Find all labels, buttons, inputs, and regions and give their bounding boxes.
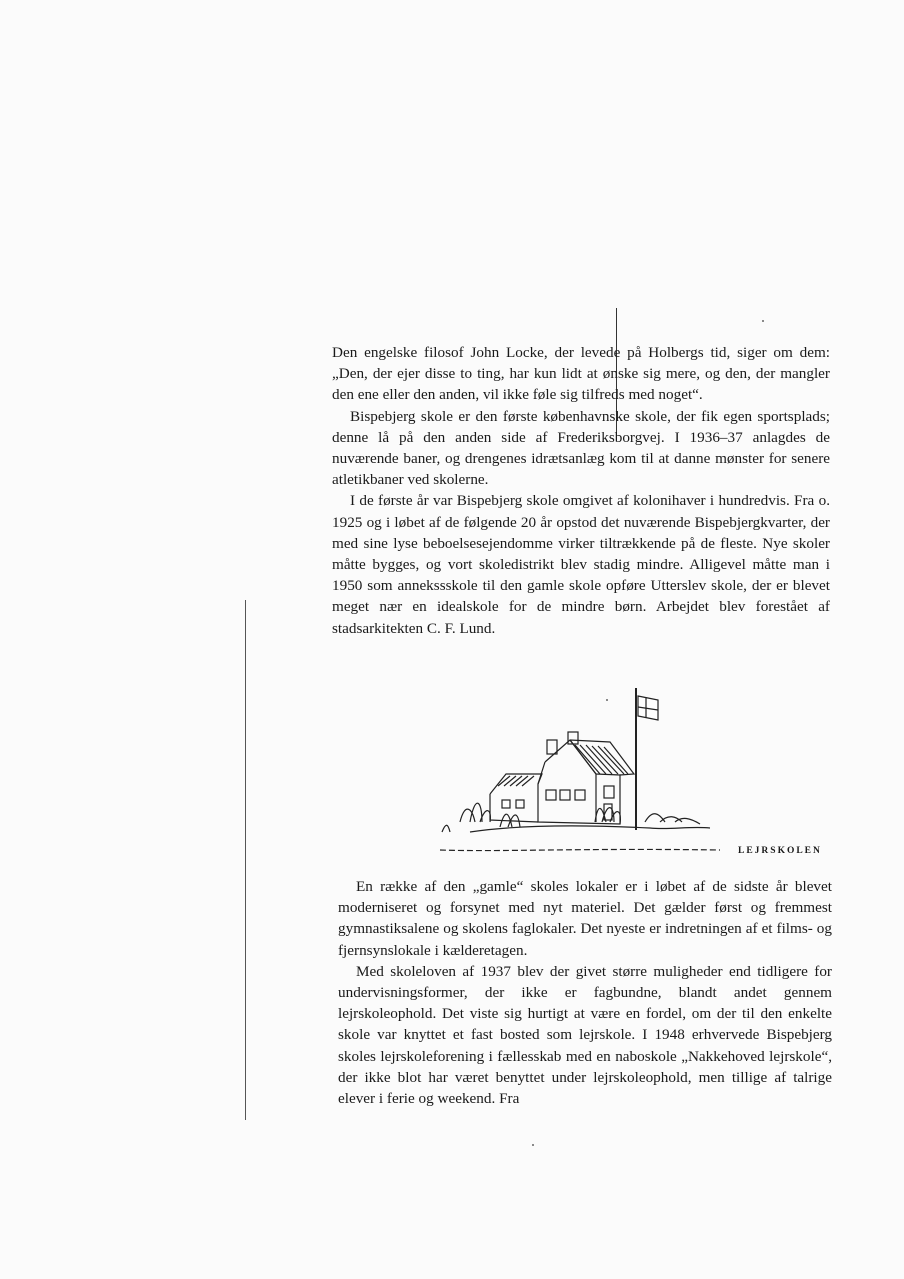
margin-line <box>245 600 246 1120</box>
paragraph: Med skoleloven af 1937 blev der givet større muligheder end tidligere for undervisningsformer, der ikke er fagbundne, blandt andet gennem lejrskoleophold. Det viste sig hurtigt at være en fordel, om der til den enkelte skole var knyttet et fast bosted som lejrskole. I 1948 erhvervede Bispebjerg skoles lejrskoleforening i fællesskab med en naboskole „Nakkehoved lejrskole“, der ikke blot har været benyttet under lejrskoleophold, men tillige af talrige elever i ferie og weekend. Fra <box>338 962 832 1108</box>
paragraph: Den engelske filosof John Locke, der levede på Holbergs tid, siger om dem: „Den, der ejer disse to ting, har kun lidt at ønske sig mere, og den, der mangler den ene eller den anden, vil ikke føle sig tilfreds med noget“. <box>332 344 830 404</box>
paragraph: I de første år var Bispebjerg skole omgivet af kolonihaver i hundredvis. Fra o. 1925 og i løbet af de følgende 20 år opstod det nuværende Bispebjergkvarter, der med sine lyse beboelsesejendomme virker tiltrækkende på de fleste. Nye skoler måtte bygges, og vort skoledistrikt blev stadig mindre. Alligevel måtte man i 1950 som annekssskole til den gamle skole opføre Utterslev skole, der er blevet meget nær en idealskole for de mindre børn. Arbejdet blev forestået af stadsarkitekten C. F. Lund. <box>332 492 830 637</box>
scan-speck <box>762 320 764 322</box>
paragraph: En række af den „gamle“ skoles lokaler er i løbet af de sidste år blevet moderniseret og forsynet med nyt materiel. Det gælder først og fremmest gymnastiksalene og skolens faglokaler. Det nyeste er indretningen af et films- og fjernsynslokale i kælderetagen. <box>338 878 832 959</box>
camp-school-house-drawing-icon <box>420 682 730 857</box>
illustration-caption: LEJRSKOLEN <box>738 846 822 856</box>
paragraph: Bispebjerg skole er den første københavnske skole, der fik egen sportsplads; denne lå på den anden side af Frederiksborgvej. I 1936–37 anlagdes de nuværende baner, og drengenes idrætsanlæg kom til at danne mønster for senere atletikbaner ved skolerne. <box>332 407 830 489</box>
scan-speck <box>606 699 608 701</box>
text-block-bottom <box>338 876 832 1109</box>
text-block-top <box>332 342 830 639</box>
scan-speck <box>532 1144 534 1146</box>
